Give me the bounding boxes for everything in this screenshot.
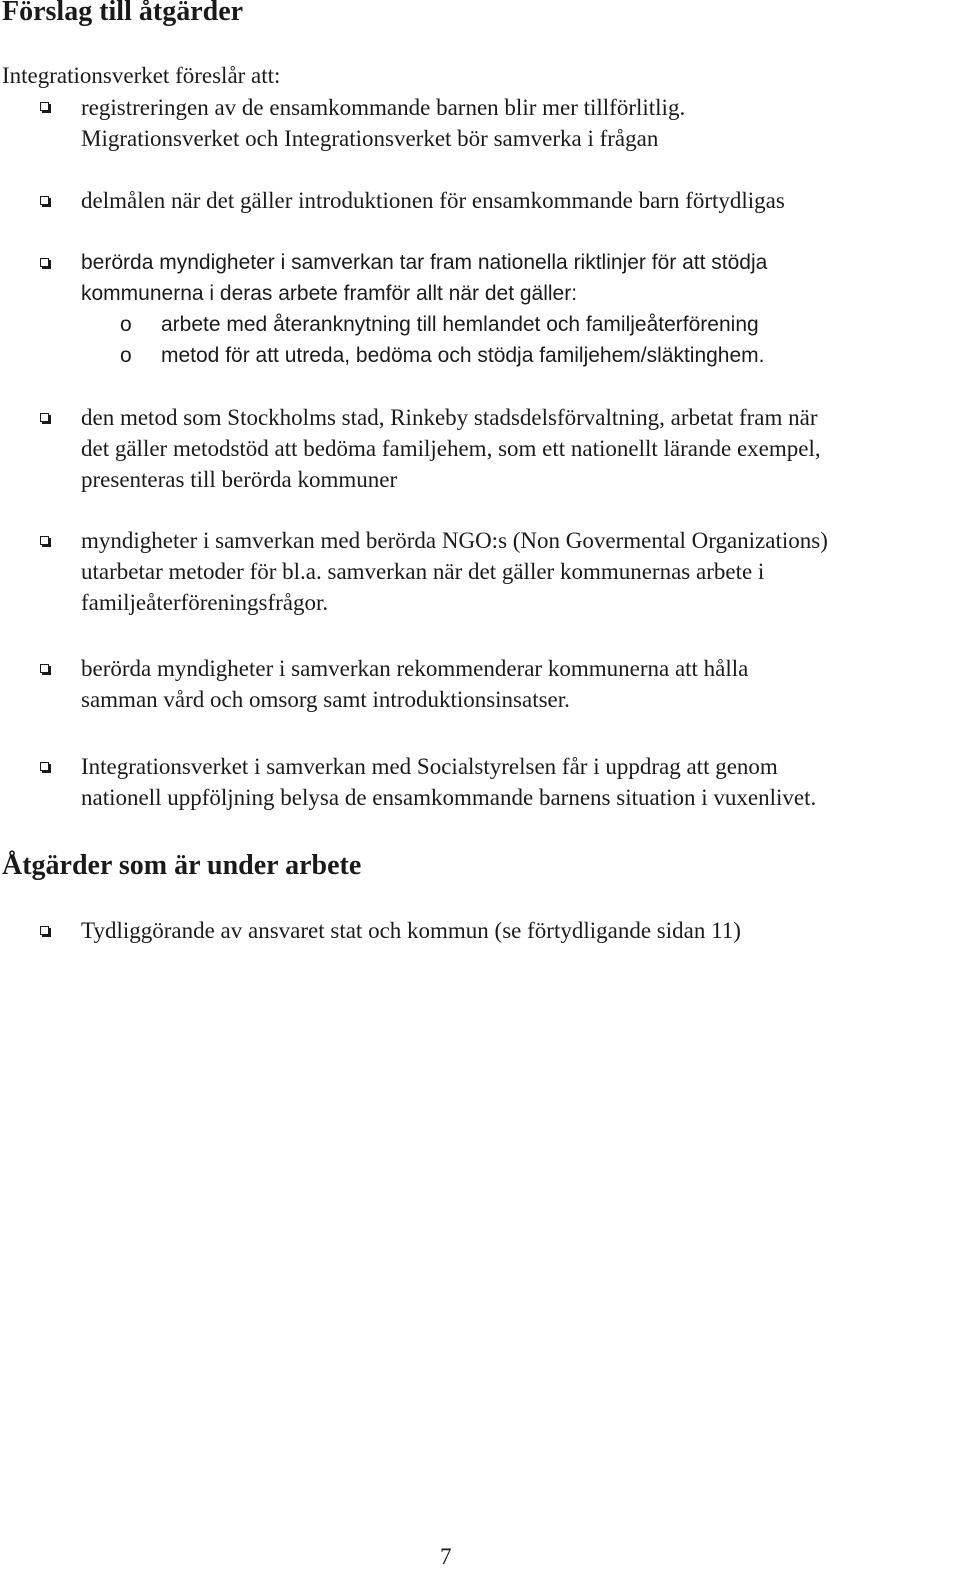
- checkbox-bullet-icon: [40, 664, 49, 673]
- sub-item: arbete med återanknytning till hemlandet och familjeåterförening: [161, 313, 759, 336]
- sub-item: metod för att utreda, bedöma och stödja familjehem/släktinghem.: [161, 344, 765, 367]
- proposal-line: berörda myndigheter i samverkan rekommenderar kommunerna att hålla: [81, 656, 749, 681]
- checkbox-bullet-icon: [40, 536, 49, 545]
- proposal-line: samman vård och omsorg samt introduktionsinsatser.: [81, 687, 570, 712]
- proposal-line: myndigheter i samverkan med berörda NGO:s (Non Govermental Organizations): [81, 528, 828, 553]
- sub-bullet-marker: o: [120, 313, 132, 336]
- ongoing-line: Tydliggörande av ansvaret stat och kommun (se förtydligande sidan 11): [81, 918, 741, 943]
- proposal-line: Integrationsverket i samverkan med Socialstyrelsen får i uppdrag att genom: [81, 754, 778, 779]
- checkbox-bullet-icon: [40, 258, 49, 267]
- proposal-line: kommunerna i deras arbete framför allt när det gäller:: [81, 282, 578, 305]
- proposal-line: utarbetar metoder för bl.a. samverkan när det gäller kommunernas arbete i: [81, 559, 765, 584]
- proposal-line: registreringen av de ensamkommande barnen blir mer tillförlitlig.: [81, 95, 686, 120]
- checkbox-bullet-icon: [40, 196, 49, 205]
- proposal-line: familjeåterföreningsfrågor.: [81, 590, 329, 615]
- intro-text: Integrationsverket föreslår att:: [2, 63, 281, 88]
- sub-bullet-marker: o: [120, 344, 132, 367]
- proposal-line: Migrationsverket och Integrationsverket bör samverka i frågan: [81, 126, 659, 151]
- checkbox-bullet-icon: [40, 413, 49, 422]
- checkbox-bullet-icon: [40, 102, 49, 111]
- checkbox-bullet-icon: [40, 762, 49, 771]
- proposal-line: delmålen när det gäller introduktionen för ensamkommande barn förtydligas: [81, 188, 785, 213]
- proposal-line: den metod som Stockholms stad, Rinkeby stadsdelsförvaltning, arbetat fram när: [81, 405, 818, 430]
- proposal-line: nationell uppföljning belysa de ensamkommande barnens situation i vuxenlivet.: [81, 785, 817, 810]
- checkbox-bullet-icon: [40, 926, 49, 935]
- page-number: 7: [440, 1544, 452, 1569]
- section-heading-atgarder: Åtgärder som är under arbete: [2, 850, 362, 881]
- proposal-line: presenteras till berörda kommuner: [81, 467, 398, 492]
- proposal-line: berörda myndigheter i samverkan tar fram nationella riktlinjer för att stödja: [81, 251, 768, 274]
- section-heading-forslag: Förslag till åtgärder: [2, 0, 244, 27]
- proposal-line: det gäller metodstöd att bedöma familjehem, som ett nationellt lärande exempel,: [81, 436, 821, 461]
